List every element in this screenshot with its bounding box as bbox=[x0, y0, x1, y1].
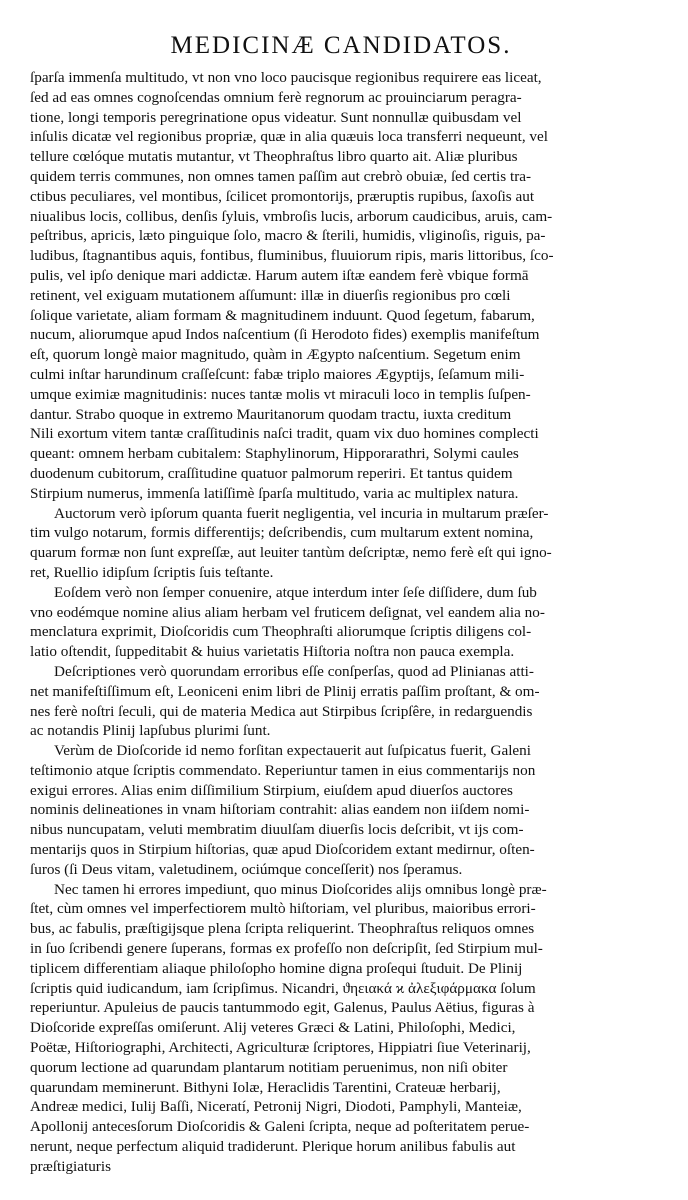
text-line: Nili exortum vitem tantæ craſſitudinis naſci tradit, quam vix duo homines complecti bbox=[30, 425, 539, 443]
text-line: net manifeſtiſſimum eſt, Leoniceni enim libri de Plinij erratis paſſim proſtant, & om- bbox=[30, 682, 540, 700]
body-text bbox=[30, 68, 652, 1177]
text-line: quorum lectione ad quarundam plantarum notitiam peruenimus, non niſi obiter bbox=[30, 1058, 508, 1076]
page-header: MEDICINÆ CANDIDATOS. bbox=[170, 32, 512, 59]
text-line: ſuros (ſi Deus vitam, valetudinem, ociúmque conceſſerit) nos ſperamus. bbox=[30, 860, 463, 878]
text-line: ludibus, ſtagnantibus aquis, fontibus, fluminibus, fluuiorum ripis, maris littoribus, ſco- bbox=[30, 247, 554, 265]
paragraph bbox=[30, 741, 652, 880]
text-line: quidem terris communes, non omnes tamen paſſim aut crebrò obuiæ, ſed certis tra- bbox=[30, 167, 532, 185]
text-line: ſolique varietate, aliam formam & magnitudinem induunt. Quod ſegetum, fabarum, bbox=[30, 306, 535, 324]
paragraph bbox=[30, 583, 652, 662]
text-line: exigui errores. Alias enim diſſimilium Stirpium, eiuſdem apud diuerſos auctores bbox=[30, 781, 513, 799]
text-line: tione, longi temporis peregrinatione opus videatur. Sunt nonnullæ quibusdam vel bbox=[30, 108, 522, 126]
text-line: menclatura exprimit, Dioſcoridis cum Theophraſti aliorumque ſcriptis diligens col- bbox=[30, 623, 532, 641]
text-line: culmi inſtar harundinum craſſeſcunt: fabæ triplo maiores Ægyptijs, ſeſamum mili- bbox=[30, 365, 525, 383]
text-line: ret, Ruellio idipſum ſcriptis ſuis teſtante. bbox=[30, 563, 274, 581]
text-line: Verùm de Dioſcoride id nemo forſitan expectauerit aut ſuſpicatus fuerit, Galeni bbox=[54, 742, 531, 760]
text-line: tellure cœlóque mutatis mutantur, vt Theophraſtus libro quarto ait. Aliæ pluribus bbox=[30, 148, 518, 166]
text-line: Nec tamen hi errores impediunt, quo minus Dioſcorides alijs omnibus longè præ- bbox=[54, 880, 547, 898]
text-line: Andreæ medici, Iulij Baſſi, Niceratí, Petronij Nigri, Diodoti, Pamphyli, Manteiæ, bbox=[30, 1098, 522, 1116]
paragraph bbox=[30, 880, 652, 1177]
text-line: queant: omnem herbam cubitalem: Staphylinorum, Hipporarathri, Solymi caules bbox=[30, 445, 519, 463]
text-line: Apollonij antecesſorum Dioſcoridis & Galeni ſcripta, neque ad poſteritatem perue- bbox=[30, 1118, 530, 1136]
text-line: Eoſdem verò non ſemper conuenire, atque interdum inter ſeſe diſſidere, dum ſub bbox=[54, 583, 537, 601]
text-line: retinent, vel exiguam mutationem aſſumunt: illæ in diuerſis regionibus pro cœli bbox=[30, 286, 511, 304]
text-line: latio oſtendit, ſuppeditabit & huius varietatis Hiſtoria noſtra non pauca exempla. bbox=[30, 643, 515, 661]
text-line: Poëtæ, Hiſtoriographi, Architecti, Agriculturæ ſcriptores, Hippiatri ſiue Veterinarij, bbox=[30, 1039, 531, 1057]
text-line: nucum, aliorumque apud Indos naſcentium (ſi Herodoto fides) exemplis manifeſtum bbox=[30, 326, 540, 344]
text-line: ſtet, cùm omnes vel imperfectiorem multò hiſtoriam, vel pluribus, maioribus errori- bbox=[30, 900, 536, 918]
text-line: Stirpium numerus, immenſa latiſſimè ſparſa multitudo, varia ac multiplex natura. bbox=[30, 484, 519, 502]
text-line: eſt, quorum longè maior magnitudo, quàm in Ægypto naſcentium. Segetum enim bbox=[30, 346, 521, 364]
text-line: umque eximiæ magnitudinis: nuces tantæ molis vt miraculi loco in templis ſuſpen- bbox=[30, 385, 531, 403]
text-line: Dioſcoride expreſſas omiſerunt. Alij veteres Græci & Latini, Philoſophi, Medici, bbox=[30, 1019, 516, 1037]
text-line: teſtimonio atque ſcriptis commendato. Reperiuntur tamen in eius commentarijs non bbox=[30, 761, 536, 779]
text-line: præſtigiaturis bbox=[30, 1157, 111, 1175]
text-line: tim vulgo notarum, formis differentijs; deſcribendis, cum multarum extent nomina, bbox=[30, 524, 534, 542]
text-line: niualibus locis, collibus, denſis ſyluis, vmbroſis lucis, arborum caudicibus, aruis, cam- bbox=[30, 207, 553, 225]
text-line: dantur. Strabo quoque in extremo Mauritanorum quodam tractu, iuxta creditum bbox=[30, 405, 512, 423]
text-line: nibus nuncupatam, veluti membratim diuulſam diuerſis locis deſcribit, vt ijs com- bbox=[30, 821, 524, 839]
text-line: tiplicem differentiam aliaque philoſopho homine digna proſequi ſtuduit. De Plinij bbox=[30, 959, 523, 977]
text-line: peſtribus, apricis, læto pinguique ſolo, macro & ſterili, humidis, vliginoſis, riguis, pa- bbox=[30, 227, 546, 245]
text-line: quarundam meminerunt. Bithyni Iolæ, Heraclidis Tarentini, Crateuæ herbarij, bbox=[30, 1078, 501, 1096]
text-line: pulis, vel ipſo denique mari addictæ. Harum autem iſtæ eandem ferè vbique formā bbox=[30, 266, 529, 284]
text-line: nes ferè noſtri ſeculi, qui de materia Medica aut Stirpibus ſcripſêre, in redarguendis bbox=[30, 702, 533, 720]
text-line: Deſcriptiones verò quorundam erroribus eſſe conſperſas, quod ad Plinianas atti- bbox=[54, 662, 534, 680]
text-line: duodenum cubitorum, craſſitudine quatuor palmorum reperiri. Et tantus quidem bbox=[30, 464, 513, 482]
text-line: nerunt, neque perfectum aliquid tradiderunt. Plerique horum anilibus fabulis aut bbox=[30, 1138, 516, 1156]
text-line: nominis delineationes in vnam hiſtoriam contrahit: alias eandem non iiſdem nomi- bbox=[30, 801, 530, 819]
text-line: quarum formæ non ſunt expreſſæ, aut leuiter tantùm deſcriptæ, nemo ferè eſt qui igno- bbox=[30, 544, 552, 562]
text-line: inſulis dicatæ vel regionibus propriæ, quæ in alia quæuis loca transferri nequeunt, vel bbox=[30, 128, 548, 146]
paragraph bbox=[30, 662, 652, 741]
paragraph bbox=[30, 504, 652, 583]
paragraph bbox=[30, 68, 652, 504]
text-line: ſed ad eas omnes cognoſcendas omnium ferè regnorum ac prouinciarum peragra- bbox=[30, 88, 522, 106]
text-line: vno eodémque nomine alius aliam herbam vel fruticem deſignat, vel eandem alia no- bbox=[30, 603, 545, 621]
text-line: bus, ac fabulis, præſtigijsque plena ſcripta reliquerint. Theophraſtus reliquos omnes bbox=[30, 920, 535, 938]
text-line: ſparſa immenſa multitudo, vt non vno loco paucisque regionibus requirere eas liceat, bbox=[30, 69, 542, 86]
text-line: mentarijs quos in Stirpium hiſtorias, quæ apud Dioſcoridem extant medirnur, oſten- bbox=[30, 841, 535, 859]
text-line: ac notandis Plinij lapſubus plurimi ſunt. bbox=[30, 722, 271, 740]
text-line: Auctorum verò ipſorum quanta fuerit negligentia, vel incuria in multarum præſer- bbox=[54, 504, 549, 522]
text-line: ſcriptis quid iudicandum, iam ſcripſimus. Nicandri, ϑηειακά ϰ ἀλεξιφάρμακα ſolum bbox=[30, 979, 536, 997]
text-line: in ſuo ſcribendi genere ſuperans, formas ex profeſſo non deſcripſit, ſed Stirpium mul- bbox=[30, 940, 543, 958]
text-line: ctibus peculiares, vel montibus, ſcilicet promontorijs, præruptis rupibus, ſaxoſis aut bbox=[30, 187, 535, 205]
text-line: reperiuntur. Apuleius de paucis tantummodo egit, Galenus, Paulus Aëtius, figuras à bbox=[30, 999, 535, 1017]
